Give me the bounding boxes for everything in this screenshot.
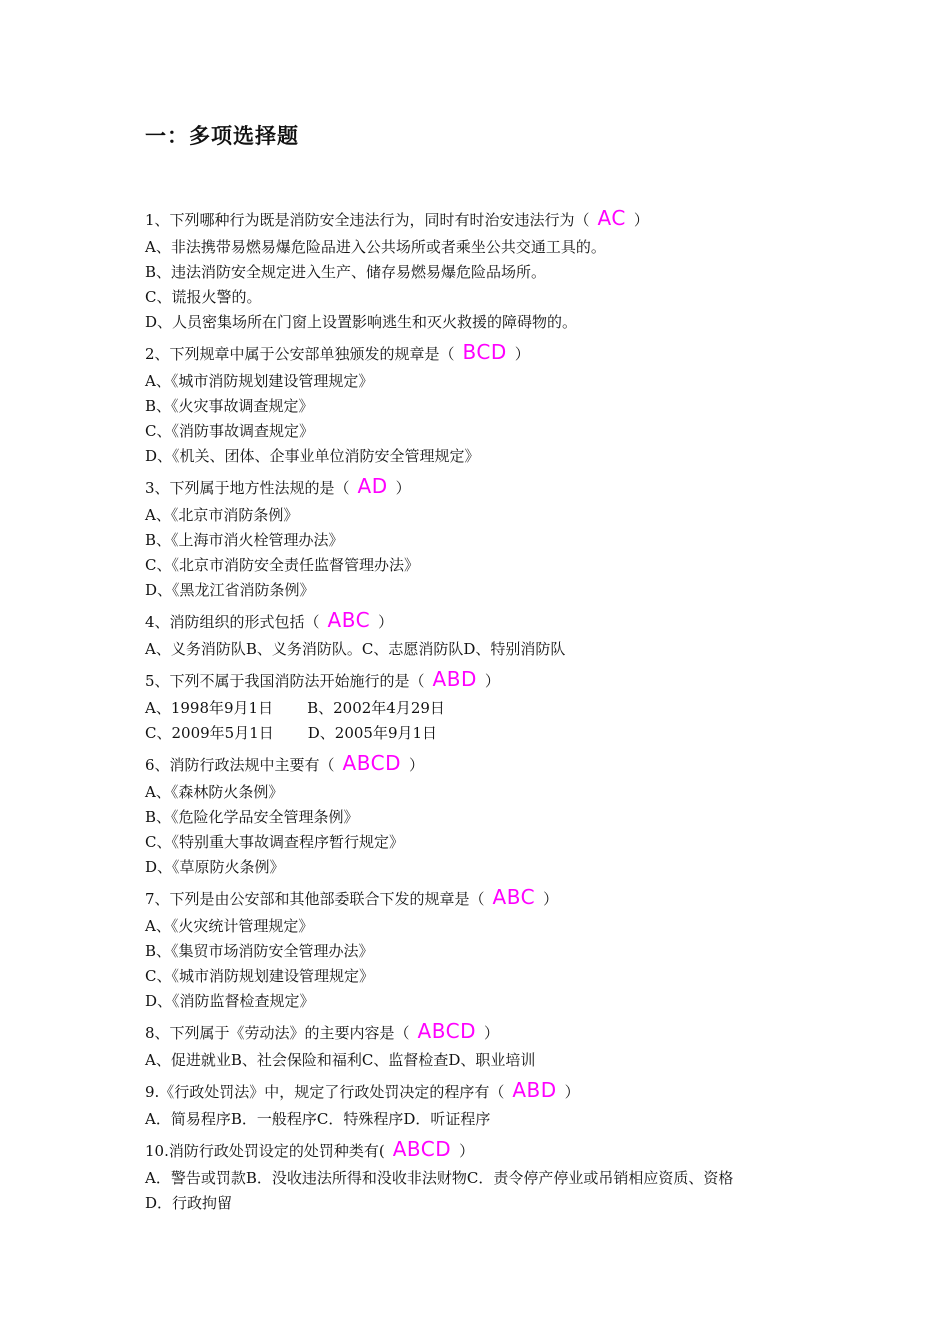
option: A．简易程序B．一般程序C．特殊程序D．听证程序 [145, 1110, 491, 1128]
option: A．警告或罚款B．没收违法所得和没收非法财物C．责令停产停业或吊销相应资质、资格 [145, 1169, 734, 1187]
question-stem [145, 1073, 865, 1107]
option: A、《火灾统计管理规定》 [145, 917, 314, 935]
stem-text: 6、消防行政法规中主要有（ [145, 756, 335, 774]
question-4 [145, 603, 865, 662]
answer-text: ABCD [417, 1019, 476, 1043]
question-stem [145, 603, 865, 637]
close-paren: ） [484, 672, 500, 690]
stem-text: 8、下列属于《劳动法》的主要内容是（ [145, 1024, 410, 1042]
option: A、义务消防队B、义务消防队。C、志愿消防队D、特别消防队 [145, 640, 566, 658]
option: C、《消防事故调查规定》 [145, 422, 314, 440]
option: A、促进就业B、社会保险和福利C、监督检查D、职业培训 [145, 1051, 536, 1069]
option: A、《森林防火条例》 [145, 783, 284, 801]
stem-text: 3、下列属于地方性法规的是（ [145, 479, 350, 497]
question-7 [145, 880, 865, 1014]
option: C、谎报火警的。 [145, 288, 262, 306]
option: B、《上海市消火栓管理办法》 [145, 531, 344, 549]
question-6 [145, 746, 865, 880]
answer-text: AC [597, 206, 626, 230]
stem-text: 9.《行政处罚法》中，规定了行政处罚决定的程序有（ [145, 1083, 505, 1101]
option: B、2002年4月29日 [307, 699, 445, 717]
section-title: 一：多项选择题 [145, 124, 299, 148]
question-stem [145, 662, 865, 696]
option: B、《集贸市场消防安全管理办法》 [145, 942, 374, 960]
answer-text: AD [357, 474, 388, 498]
question-3 [145, 469, 865, 603]
option: B、违法消防安全规定进入生产、储存易燃易爆危险品场所。 [145, 263, 547, 281]
close-paren: ） [564, 1083, 580, 1101]
answer-text: ABD [512, 1078, 557, 1102]
question-2 [145, 335, 865, 469]
question-10 [145, 1132, 865, 1216]
option: D、人员密集场所在门窗上设置影响逃生和灭火救援的障碍物的。 [145, 313, 578, 331]
close-paren: ） [395, 479, 411, 497]
close-paren: ） [543, 890, 559, 908]
option: C、2009年5月1日 [145, 724, 274, 742]
option: C、《北京市消防安全责任监督管理办法》 [145, 556, 419, 574]
option: A、《北京市消防条例》 [145, 506, 299, 524]
stem-text: 2、下列规章中属于公安部单独颁发的规章是（ [145, 345, 455, 363]
close-paren: ） [483, 1024, 499, 1042]
question-stem [145, 1014, 865, 1048]
close-paren: ） [459, 1142, 475, 1160]
stem-text: 1、下列哪种行为既是消防安全违法行为，同时有时治安违法行为（ [145, 211, 590, 229]
close-paren: ） [633, 211, 649, 229]
question-stem [145, 880, 865, 914]
option: A、《城市消防规划建设管理规定》 [145, 372, 374, 390]
option: D、《机关、团体、企事业单位消防安全管理规定》 [145, 447, 480, 465]
question-stem [145, 469, 865, 503]
option: B、《危险化学品安全管理条例》 [145, 808, 359, 826]
question-stem [145, 201, 865, 235]
stem-text: 4、消防组织的形式包括（ [145, 613, 320, 631]
question-1 [145, 201, 865, 335]
answer-text: ABD [432, 667, 477, 691]
option: A、非法携带易燃易爆危险品进入公共场所或者乘坐公共交通工具的。 [145, 238, 606, 256]
option: D、《黑龙江省消防条例》 [145, 581, 315, 599]
stem-text: 5、下列不属于我国消防法开始施行的是（ [145, 672, 425, 690]
answer-text: ABCD [342, 751, 401, 775]
question-9 [145, 1073, 865, 1132]
close-paren: ） [408, 756, 424, 774]
option: D、《消防监督检查规定》 [145, 992, 315, 1010]
document-content [145, 119, 865, 1216]
answer-text: BCD [462, 340, 507, 364]
question-stem [145, 1132, 865, 1166]
question-5 [145, 662, 865, 746]
option: D、2005年9月1日 [307, 724, 438, 742]
answer-text: ABCD [392, 1137, 452, 1161]
option: D、《草原防火条例》 [145, 858, 285, 876]
question-stem [145, 335, 865, 369]
answer-text: ABC [327, 608, 371, 632]
stem-text: 10.消防行政处罚设定的处罚种类有( [145, 1142, 385, 1160]
option: B、《火灾事故调查规定》 [145, 397, 314, 415]
option: C、《特别重大事故调查程序暂行规定》 [145, 833, 404, 851]
option-row [145, 721, 865, 746]
question-stem [145, 746, 865, 780]
close-paren: ） [514, 345, 530, 363]
option: D．行政拘留 [145, 1194, 233, 1212]
option: A、1998年9月1日 [145, 699, 274, 717]
option: C、《城市消防规划建设管理规定》 [145, 967, 374, 985]
question-8 [145, 1014, 865, 1073]
answer-text: ABC [492, 885, 536, 909]
option-row [145, 696, 865, 721]
close-paren: ） [378, 613, 394, 631]
stem-text: 7、下列是由公安部和其他部委联合下发的规章是（ [145, 890, 485, 908]
